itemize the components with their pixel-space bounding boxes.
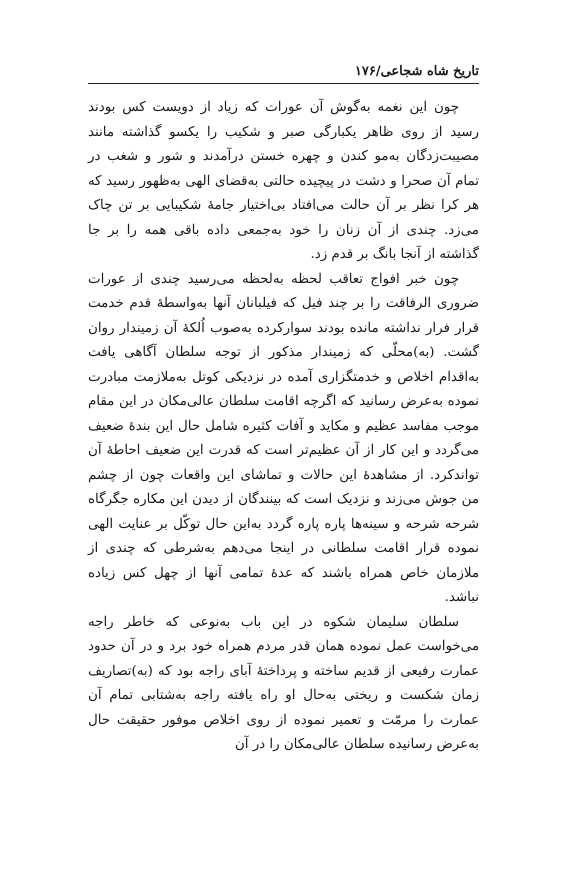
running-header: تاریخ شاه شجاعی/۱۷۶ xyxy=(354,64,479,79)
paragraph-1: چون این نغمه به‌گوش آن عورات که زیاد از دویست کس بودند رسید از روی ظاهر یکبارگی صبر و شکیب را یکسو گذاشته مانند مصیبت‌زدگان به‌مو کندن و چهره خستن درآمدند و شور و شغب در تمام آن صحرا و دشت در پیچیده حالتی به‌قضای الهی به‌ظهور رسید که هر کرا نظر بر آن حالت می‌افتاد بی‌اختیار جامهٔ شکیبایی بر تن چاک می‌زد. چندی از آن زنان را خود به‌جمعی داده باقی همه را بر جا گذاشته از آنجا بانگ بر قدم زد. xyxy=(88,100,479,262)
body-text xyxy=(88,96,479,758)
paragraph-2: چون خبر افواج تعاقب لحظه به‌لحظه می‌رسید چندی از عورات ضروری الرفاقت را بر چند فیل که فیلبانان آنها به‌واسطهٔ قدم خدمت قرار فرار نداشته مانده بودند سوارکرده به‌صوب اُلکهٔ آن زمیندار روان گشت. (به)محلّی که زمیندار مذکور از توجه سلطان آگاهی یافت به‌اقدام اخلاص و خدمتگزاری آمده در نزدیکی کوتل به‌ملازمت مبادرت نموده به‌عرض رسانید که اگرچه اقامت سلطان عالی‌مکان در این مقام موجب مفاسد عظیم و مکاید و آفات کثیره شامل حال این بندهٔ ضعیف می‌گردد و این کار از آن عظیم‌تر است که قدرت این ضعیف احاطهٔ آن تواندکرد. از مشاهدهٔ این حالات و تماشای این واقعات چون از چشم من جوش می‌زند و نزدیک است که بینندگان از دیدن این مکاره جگرگاه شرحه شرحه و سینه‌ها پاره پاره گردد به‌این حال توکّل بر عنایت الهی نموده قرار اقامت سلطانی در اینجا می‌دهم به‌شرطی که چندی از ملازمان خاص همراه باشند که عدهٔ تمامی آنها از چهل کس زیاده نباشد. xyxy=(88,271,479,605)
paragraph-3: سلطان سلیمان شکوه در این باب به‌نوعی که خاطر راجه می‌خواست عمل نموده همان قدر مردم همراه خود برد و در آن حدود عمارت رفیعی از قدیم ساخته و پرداختهٔ آبای راجه بود که (به)تصاریف زمان شکست و ریختی به‌حال او راه یافته راجه به‌شتابی تمام آن عمارت را مرمّت و تعمیر نموده از روی اخلاص موفور حقیقت حال به‌عرض رسانیده سلطان عالی‌مکان را در آن xyxy=(88,614,479,752)
header-divider xyxy=(88,83,479,84)
